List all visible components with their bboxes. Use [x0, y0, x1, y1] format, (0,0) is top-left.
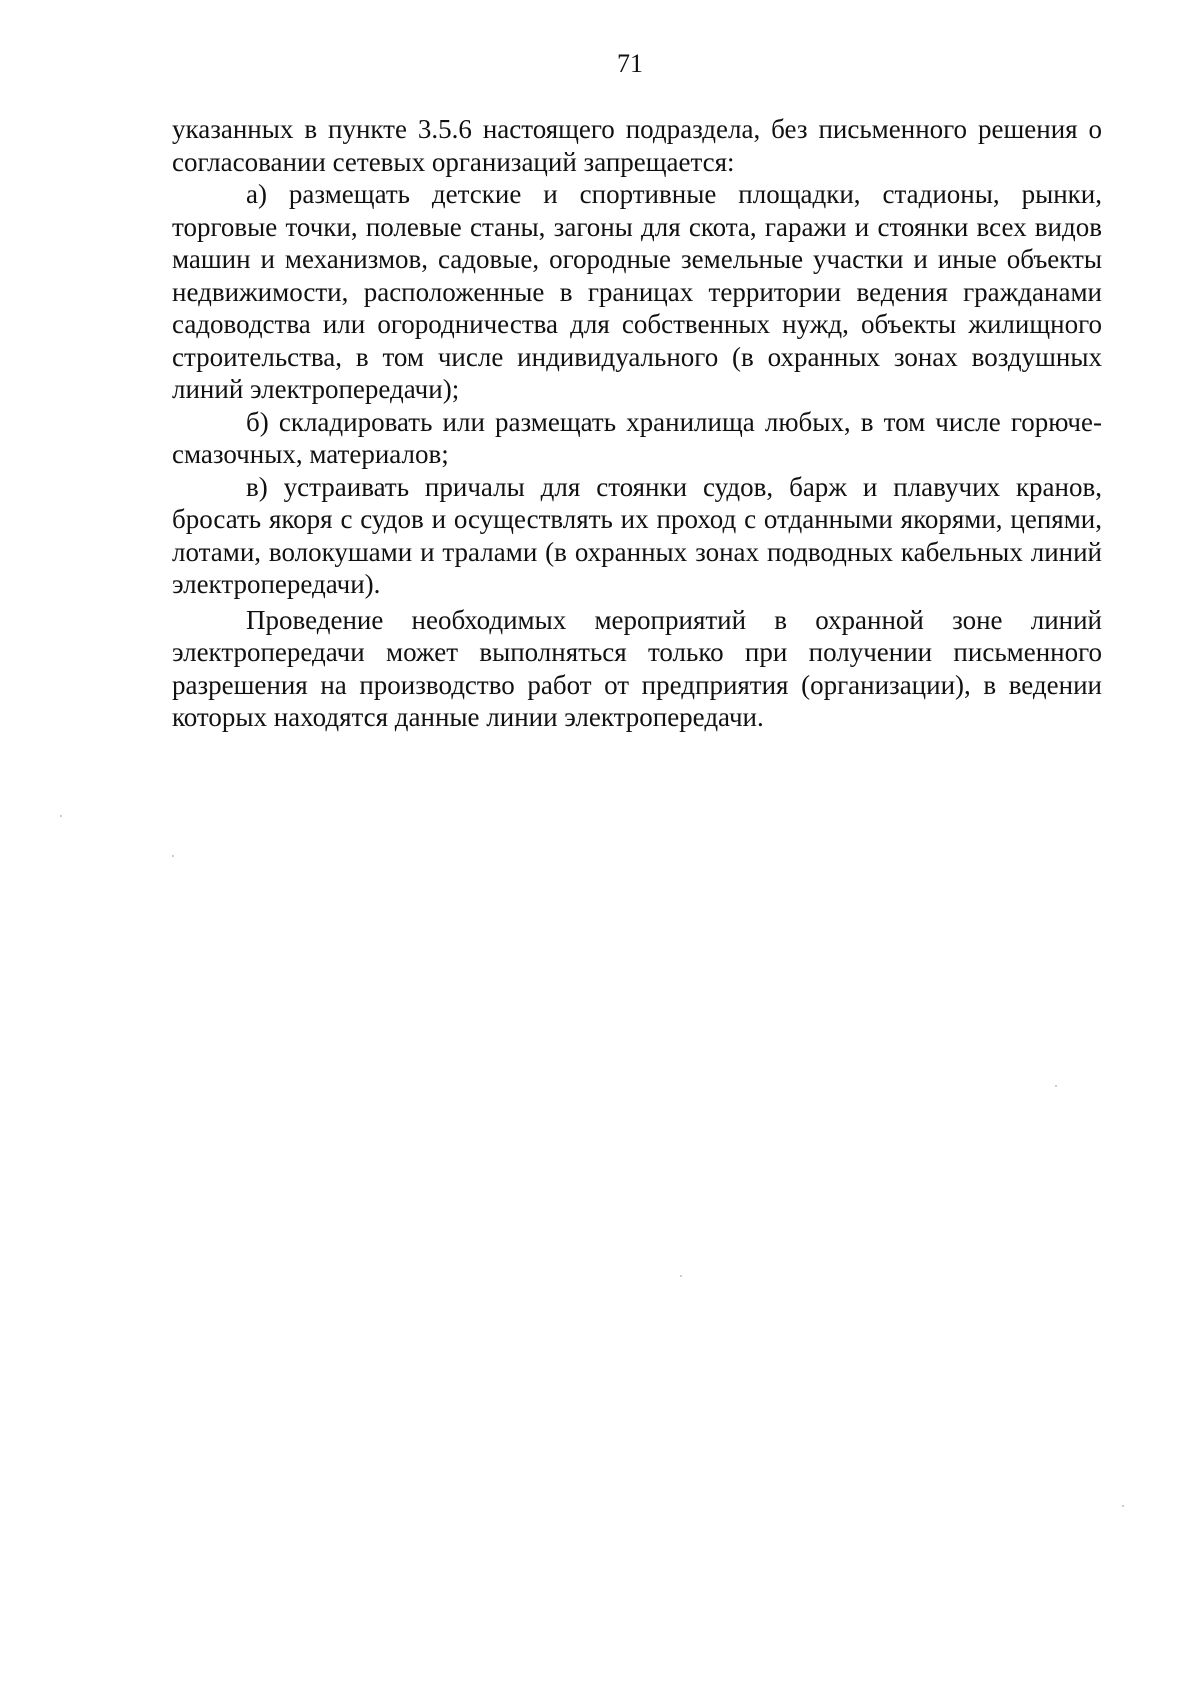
scan-speck	[60, 815, 62, 817]
document-body	[172, 113, 1102, 734]
scan-speck	[680, 1275, 682, 1277]
paragraph-item-a: а) размещать детские и спортивные площадки, стадионы, рынки, торговые точки, полевые станы, загоны для скота, гаражи и стоянки всех видов машин и механизмов, садовые, огородные земельные участки и иные объекты недвижимости, расположенные в границах территории ведения гражданами садоводства или огородничества для собственных нужд, объекты жилищного строительства, в том числе индивидуального (в охранных зонах воздушных линий электропередачи);	[172, 179, 1102, 404]
paragraph-item-c: в) устраивать причалы для стоянки судов, барж и плавучих кранов, бросать якоря с судов и осуществлять их проход с отданными якорями, цепями, лотами, волокушами и тралами (в охранных зонах подводных кабельных линий электропередачи).	[172, 471, 1102, 599]
paragraph-intro: указанных в пункте 3.5.6 настоящего подраздела, без письменного решения о согласовании сетевых организаций запрещается:	[172, 114, 1102, 177]
scan-speck	[1055, 1085, 1057, 1087]
paragraph-conclusion: Проведение необходимых мероприятий в охранной зоне линий электропередачи может выполняться только при получении письменного разрешения на производство работ от предприятия (организации), в ведении которых находятся данные линии электропередачи.	[172, 604, 1102, 732]
page-number: 71	[617, 49, 643, 78]
scan-speck	[172, 855, 174, 857]
scan-speck	[1122, 1505, 1124, 1507]
paragraph-item-b: б) складировать или размещать хранилища любых, в том числе горюче-смазочных, материалов;	[172, 406, 1102, 469]
